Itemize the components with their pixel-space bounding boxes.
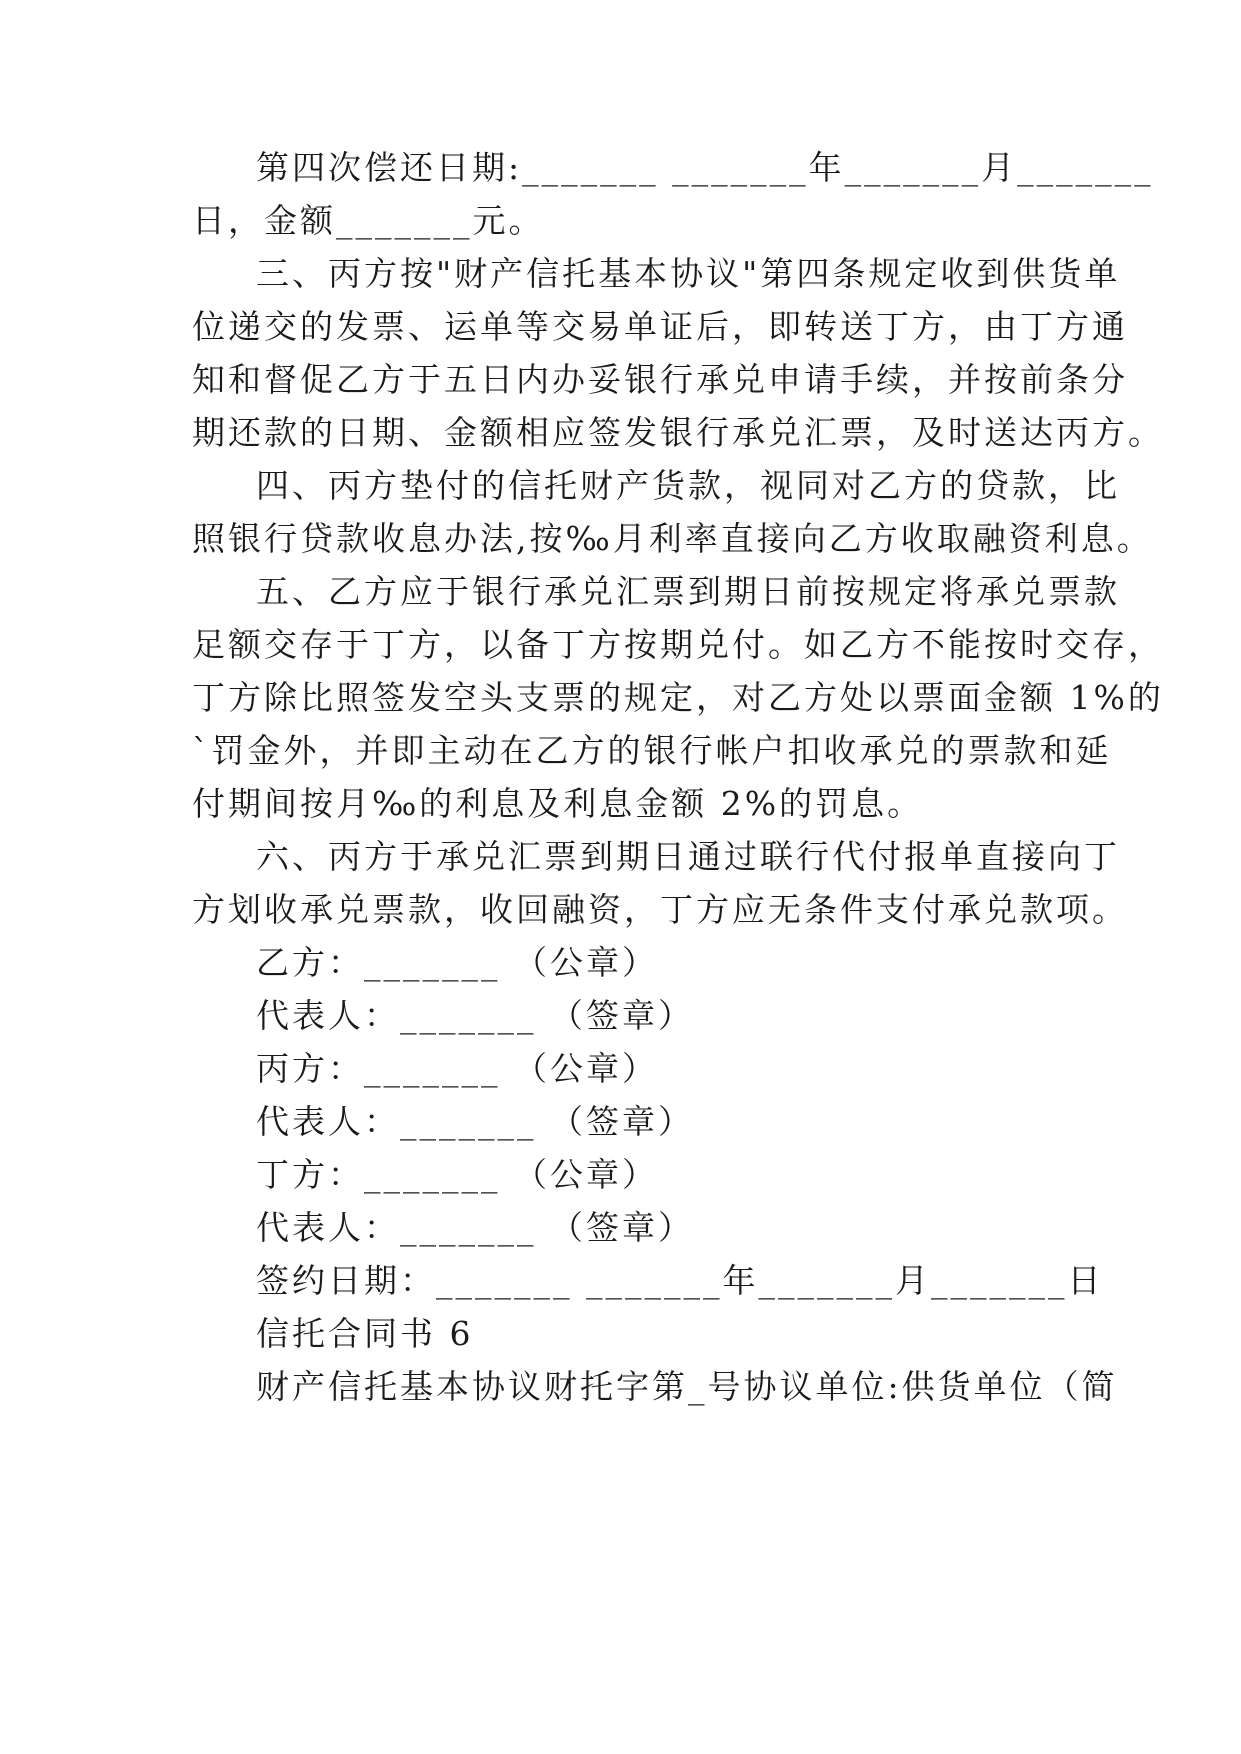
clause-5-line-5: 付期间按月‰的利息及利息金额 2%的罚息。 [192,784,924,823]
party-d-signature: 丁方：_______ （公章） [256,1155,658,1194]
clause-5-line-2: 足额交存于丁方，以备丁方按期兑付。如乙方不能按时交存， [192,625,1164,664]
repayment-date-line: 第四次偿还日期:_______ _______年_______月_______ [256,148,1154,187]
clause-4-line-1: 四、丙方垫付的信托财产货款，视同对乙方的贷款，比 [256,466,1120,505]
party-d-representative: 代表人：_______ （签章） [256,1208,694,1247]
party-b-signature: 乙方：_______ （公章） [256,943,658,982]
party-b-representative: 代表人：_______ （签章） [256,996,694,1035]
clause-3-line-3: 知和督促乙方于五日内办妥银行承兑申请手续，并按前条分 [192,360,1128,399]
party-c-signature: 丙方：_______ （公章） [256,1049,658,1088]
party-c-representative: 代表人：_______ （签章） [256,1102,694,1141]
repayment-amount-line: 日，金额_______元。 [192,201,545,240]
clause-3-line-2: 位递交的发票、运单等交易单证后，即转送丁方，由丁方通 [192,307,1128,346]
agreement-intro-line: 财产信托基本协议财托字第_号协议单位:供货单位（简 [256,1367,1118,1406]
clause-3-line-4: 期还款的日期、金额相应签发银行承兑汇票，及时送达丙方。 [192,413,1164,452]
clause-5-line-1: 五、乙方应于银行承兑汇票到期日前按规定将承兑票款 [256,572,1120,611]
clause-6-line-2: 方划收承兑票款，收回融资，丁方应无条件支付承兑款项。 [192,890,1128,929]
clause-4-line-2: 照银行贷款收息办法,按‰月利率直接向乙方收取融资利息。 [192,519,1153,558]
signing-date-line: 签约日期：_______ _______年_______月_______日 [256,1261,1104,1300]
clause-3-line-1: 三、丙方按"财产信托基本协议"第四条规定收到供货单 [256,254,1121,293]
section-title: 信托合同书 6 [256,1314,474,1353]
clause-5-line-4: `罚金外，并即主动在乙方的银行帐户扣收承兑的票款和延 [192,731,1112,770]
clause-5-line-3: 丁方除比照签发空头支票的规定，对乙方处以票面金额 1%的 [192,678,1164,717]
clause-6-line-1: 六、丙方于承兑汇票到期日通过联行代付报单直接向丁 [256,837,1120,876]
